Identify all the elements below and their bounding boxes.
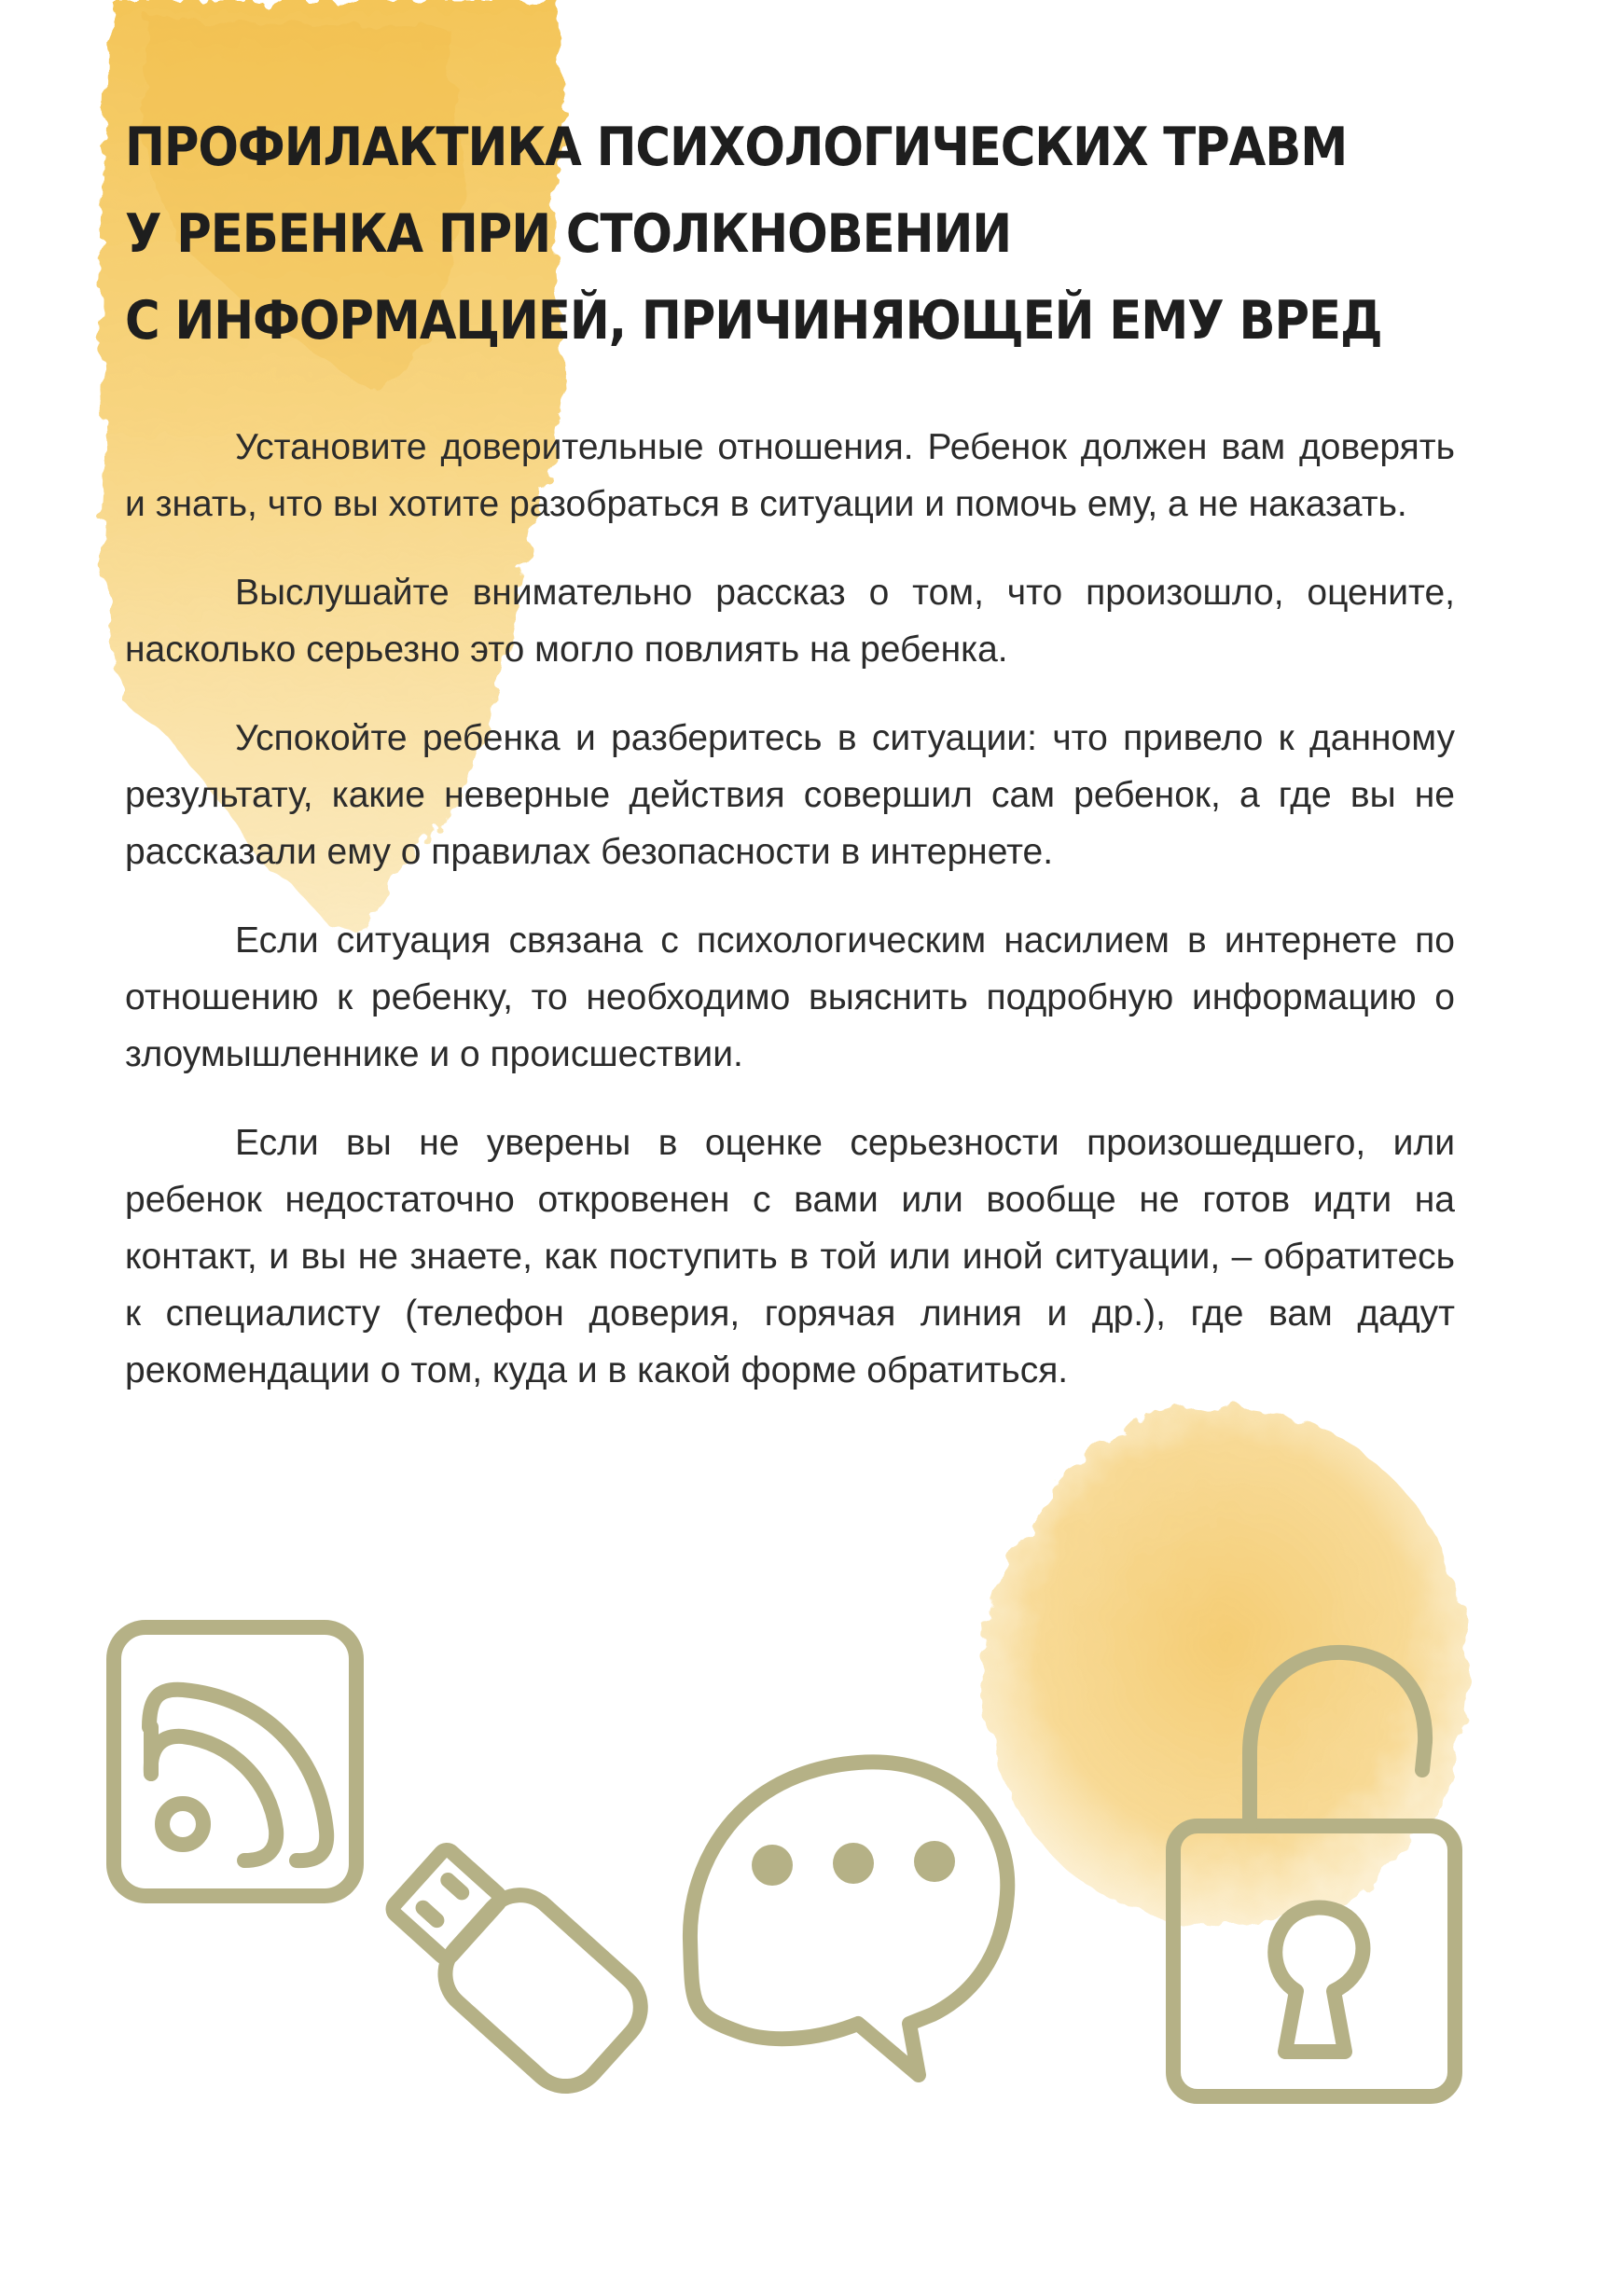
paragraph-specialist: Если вы не уверены в оценке серьезности произошедшего, или ребенок недостаточно откровенен с вами или вообще не готов идти на контакт, и вы не знаете, как поступить в той или иной ситуации, – обратитесь к специалисту (телефон доверия, горячая линия и др.), где вам дадут рекомендации о том, куда и в какой форме обратиться. <box>125 1123 1455 1390</box>
page-title <box>125 104 1434 365</box>
rss-feed-icon <box>114 1627 356 1896</box>
content <box>125 104 1455 1431</box>
paragraph-violence: Если ситуация связана с психологическим насилием в интернете по отношению к ребенку, то необходимо выяснить подробную информацию о злоумышленнике и о происшествии. <box>125 920 1455 1074</box>
watercolor-blob <box>961 1390 1483 1949</box>
usb-flash-drive-icon <box>375 1830 657 2101</box>
paragraph-calm: Успокойте ребенка и разберитесь в ситуации: что привело к данному результату, какие неверные действия совершил сам ребенок, а где вы не рассказали ему о правилах безопасности в интернете. <box>125 718 1455 872</box>
title-line-2: У РЕБЕНКА ПРИ СТОЛКНОВЕНИИ <box>125 203 1012 265</box>
chat-dot-1 <box>752 1845 793 1886</box>
paragraph-listen: Выслушайте внимательно рассказ о том, что произошло, оцените, насколько серьезно это могло повлиять на ребенка. <box>125 573 1455 670</box>
chat-dot-2 <box>833 1843 874 1884</box>
title-line-3: С ИНФОРМАЦИЕЙ, ПРИЧИНЯЮЩЕЙ ЕМУ ВРЕД <box>125 290 1382 352</box>
paragraph-trust: Установите доверительные отношения. Ребенок должен вам доверять и знать, что вы хотите разобраться в ситуации и помочь ему, а не наказать. <box>125 427 1455 524</box>
chat-dot-3 <box>914 1841 955 1882</box>
title-line-1: ПРОФИЛАКТИКА ПСИХОЛОГИЧЕСКИХ ТРАВМ <box>125 117 1348 178</box>
